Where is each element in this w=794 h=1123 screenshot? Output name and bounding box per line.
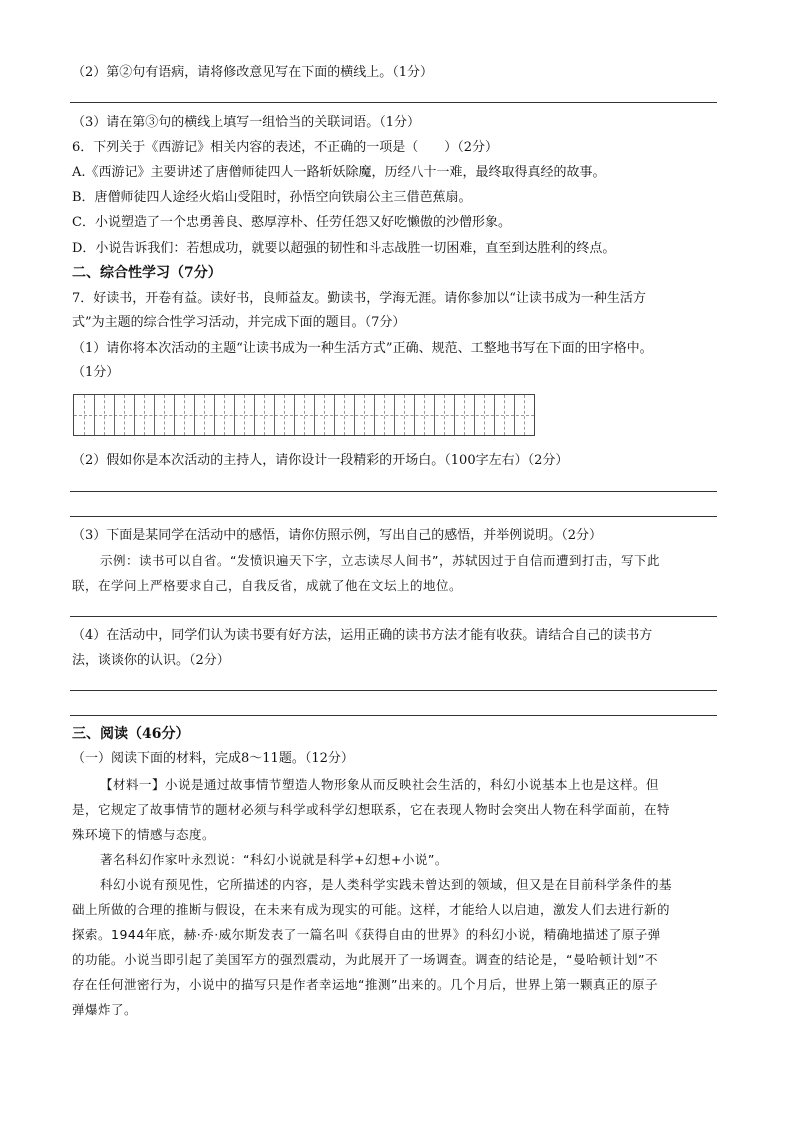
question-7-4-line-1: （4）在活动中，同学们认为读书要有好方法，运用正确的读书方法才能有收获。请结合自己的读书方 bbox=[72, 628, 653, 643]
grid-cell-midline bbox=[224, 395, 225, 435]
grid-cell-midline bbox=[404, 395, 405, 435]
example-line-1: 示例：读书可以自省。“发愤识遍天下字，立志读尽人间书”，苏轼因过于自信而遭到打击，写下此 bbox=[100, 553, 660, 568]
material-1-line-10: 弹爆炸了。 bbox=[72, 1002, 138, 1017]
question-7-1-line-2: （1分） bbox=[72, 365, 120, 380]
answer-line[interactable] bbox=[70, 491, 717, 492]
option-c: C．小说塑造了一个忠勇善良、憨厚淳朴、任劳任怨又好吃懒傲的沙僧形象。 bbox=[72, 215, 511, 230]
material-1-line-1: 【材料一】小说是通过故事情节塑造人物形象从而反映社会生活的，科幻小说基本上也是这样。但 bbox=[100, 777, 660, 792]
grid-cell-border bbox=[214, 395, 215, 435]
grid-cell-border bbox=[454, 395, 455, 435]
grid-cell-border bbox=[354, 395, 355, 435]
grid-cell-midline bbox=[464, 395, 465, 435]
grid-cell-border bbox=[194, 395, 195, 435]
grid-cell-border bbox=[234, 395, 235, 435]
question-7-2: （2）假如你是本次活动的主持人，请你设计一段精彩的开场白。（100字左右）（2分） bbox=[72, 453, 569, 468]
grid-cell-midline bbox=[384, 395, 385, 435]
grid-cell-midline bbox=[444, 395, 445, 435]
section-3-heading: 三、阅读（46分） bbox=[72, 726, 190, 742]
grid-cell-border bbox=[154, 395, 155, 435]
section-2-heading: 二、综合性学习（7分） bbox=[72, 265, 222, 281]
material-1-line-4: 著名科幻作家叶永烈说：“科幻小说就是科学+幻想+小说”。 bbox=[100, 852, 448, 867]
grid-cell-border bbox=[294, 395, 295, 435]
answer-line[interactable] bbox=[70, 516, 717, 517]
grid-cell-border bbox=[434, 395, 435, 435]
tianzige-grid[interactable] bbox=[73, 394, 535, 436]
grid-cell-midline bbox=[164, 395, 165, 435]
question-6: 6．下列关于《西游记》相关内容的表述，不正确的一项是（ ）（2分） bbox=[72, 140, 499, 155]
grid-cell-midline bbox=[524, 395, 525, 435]
material-1-line-8: 的功能。小说当即引起了美国军方的强烈震动，为此展开了一场调查。调查的结论是，“曼哈顿计划”不 bbox=[72, 952, 658, 967]
grid-cell-midline bbox=[344, 395, 345, 435]
material-1-line-3: 殊环境下的情感与态度。 bbox=[72, 827, 216, 842]
example-line-2: 联，在学问上严格要求自己，自我反省，成就了他在文坛上的地位。 bbox=[72, 578, 463, 593]
question-7-3: （3）下面是某同学在活动中的感悟，请你仿照示例，写出自己的感悟，并举例说明。（2分） bbox=[72, 528, 603, 543]
grid-cell-border bbox=[474, 395, 475, 435]
grid-cell-midline bbox=[264, 395, 265, 435]
grid-cell-midline bbox=[244, 395, 245, 435]
grid-cell-midline bbox=[84, 395, 85, 435]
grid-cell-midline bbox=[104, 395, 105, 435]
question-7-line-1: 7．好读书，开卷有益。读好书，良师益友。勤读书，学海无涯。请你参加以“让读书成为一种生活方 bbox=[72, 291, 646, 306]
grid-cell-border bbox=[394, 395, 395, 435]
answer-line[interactable] bbox=[70, 715, 717, 716]
grid-cell-midline bbox=[304, 395, 305, 435]
grid-cell-midline bbox=[204, 395, 205, 435]
answer-line[interactable] bbox=[70, 690, 717, 691]
question-5-3: （3）请在第③句的横线上填写一组恰当的关联词语。（1分） bbox=[72, 115, 421, 130]
grid-cell-midline bbox=[284, 395, 285, 435]
grid-cell-border bbox=[334, 395, 335, 435]
material-1-line-2: 是，它规定了故事情节的题材必须与科学或科学幻想联系，它在表现人物时会突出人物在科学面前，在特 bbox=[72, 802, 671, 817]
grid-cell-border bbox=[174, 395, 175, 435]
grid-cell-border bbox=[374, 395, 375, 435]
grid-cell-border bbox=[514, 395, 515, 435]
grid-cell-border bbox=[114, 395, 115, 435]
grid-cell-border bbox=[314, 395, 315, 435]
grid-cell-midline bbox=[424, 395, 425, 435]
grid-cell-border bbox=[94, 395, 95, 435]
material-1-line-7: 探索。1944年底，赫·乔·威尔斯发表了一篇名叫《获得自由的世界》的科幻小说，精确地描述了原子弹 bbox=[72, 927, 661, 942]
option-a: A.《西游记》主要讲述了唐僧师徒四人一路斩妖除魔，历经八十一难，最终取得真经的故事。 bbox=[72, 165, 606, 180]
option-d: D．小说告诉我们：若想成功，就要以超强的韧性和斗志战胜一切困难，直至到达胜利的终点。 bbox=[72, 241, 616, 256]
grid-cell-border bbox=[274, 395, 275, 435]
grid-cell-border bbox=[134, 395, 135, 435]
option-b: B．唐僧师徒四人途经火焰山受阻时，孙悟空向铁扇公主三借芭蕉扇。 bbox=[72, 190, 472, 205]
material-1-line-5: 科幻小说有预见性，它所描述的内容，是人类科学实践未曾达到的领域，但又是在目前科学条件的基 bbox=[100, 877, 673, 892]
grid-cell-border bbox=[494, 395, 495, 435]
grid-cell-midline bbox=[324, 395, 325, 435]
question-7-1-line-1: （1）请你将本次活动的主题“让读书成为一种生活方式”正确、规范、工整地书写在下面的田字格中。 bbox=[72, 341, 653, 356]
grid-cell-midline bbox=[124, 395, 125, 435]
grid-cell-midline bbox=[144, 395, 145, 435]
grid-cell-midline bbox=[484, 395, 485, 435]
grid-cell-midline bbox=[184, 395, 185, 435]
question-7-4-line-2: 法，谈谈你的认识。（2分） bbox=[72, 653, 230, 668]
material-1-line-6: 础上所做的合理的推断与假设，在未来有成为现实的可能。这样，才能给人以启迪，激发人们去进行新的 bbox=[72, 902, 671, 917]
grid-cell-midline bbox=[364, 395, 365, 435]
answer-line[interactable] bbox=[70, 616, 717, 617]
question-5-2: （2）第②句有语病，请将修改意见写在下面的横线上。（1分） bbox=[72, 65, 434, 80]
grid-cell-border bbox=[414, 395, 415, 435]
reading-1-instruction: （一）阅读下面的材料，完成8～11题。（12分） bbox=[72, 751, 354, 766]
question-7-line-2: 式”为主题的综合性学习活动，并完成下面的题目。（7分） bbox=[72, 315, 406, 330]
material-1-line-9: 存在任何泄密行为，小说中的描写只是作者幸运地“推测”出来的。几个月后，世界上第一颗真正的原子 bbox=[72, 977, 658, 992]
grid-cell-midline bbox=[504, 395, 505, 435]
answer-line[interactable] bbox=[70, 102, 717, 103]
grid-cell-border bbox=[254, 395, 255, 435]
